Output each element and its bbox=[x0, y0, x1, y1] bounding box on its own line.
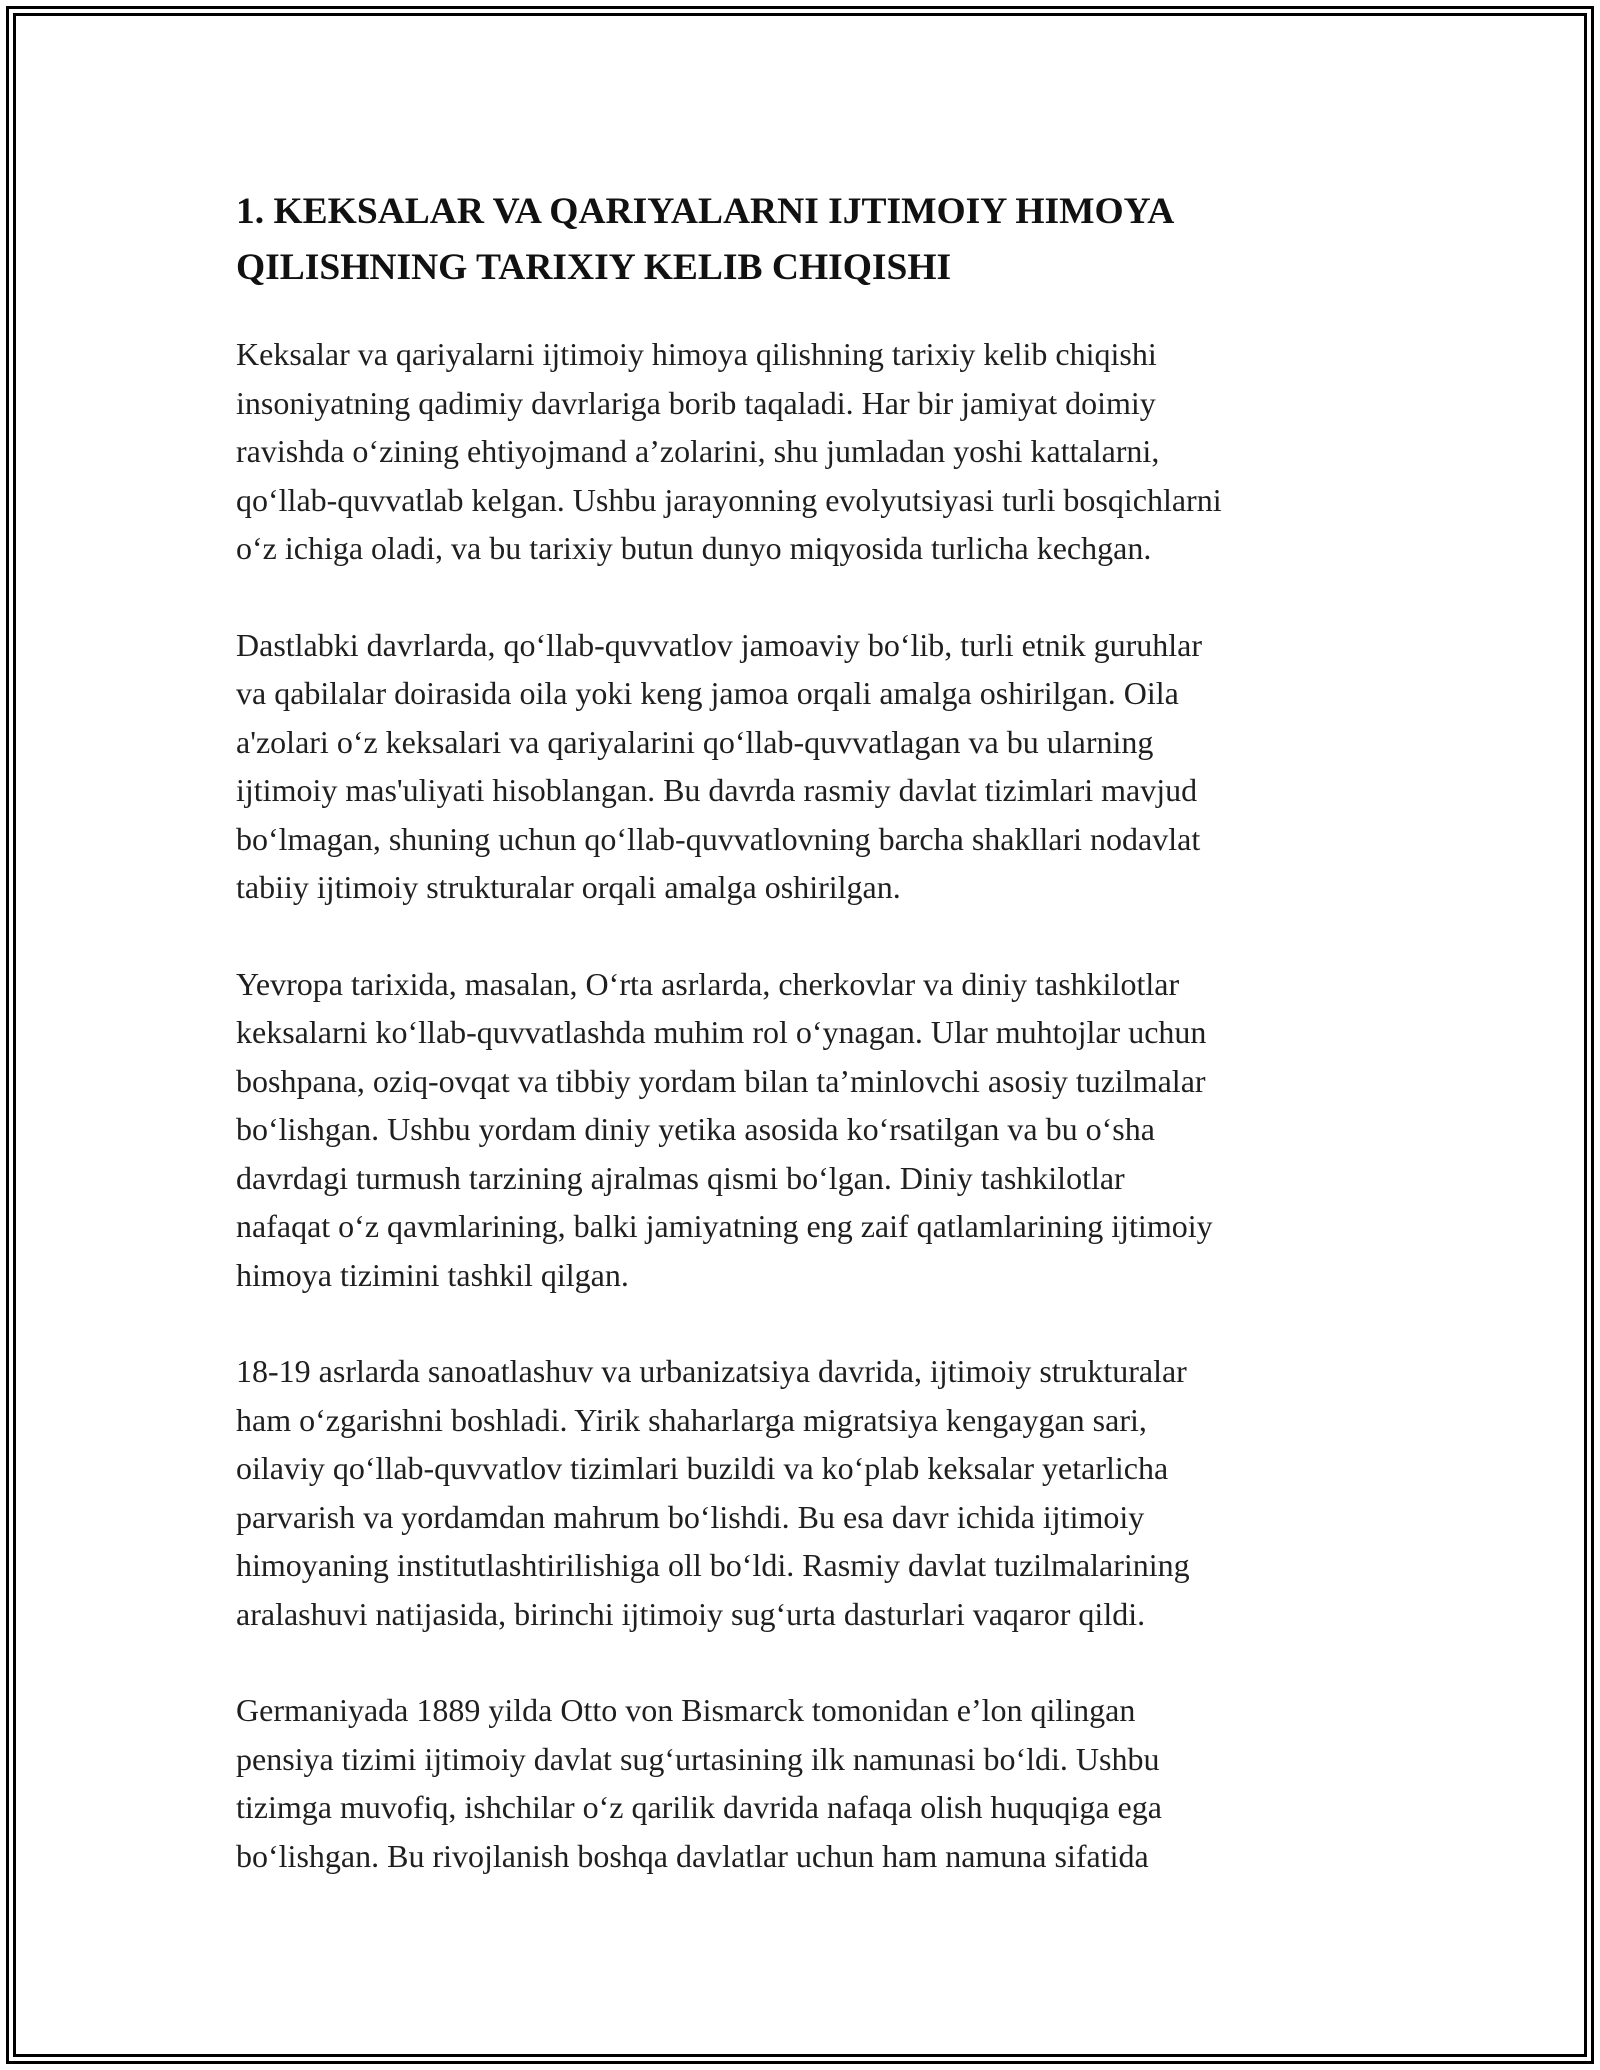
paragraph-4: 18-19 asrlarda sanoatlashuv va urbanizatsiya davrida, ijtimoiy strukturalar ham o‘zgarishni boshladi. Yirik shaharlarga migratsiya kengaygan sari, oilaviy qo‘llab-quvvatlov tizimlari buzildi va ko‘plab keksalar yetarlicha parvarish va yordamdan mahrum bo‘lishdi. Bu esa davr ichida ijtimoiy himoyaning institutlashtirilishiga oll bo‘ldi. Rasmiy davlat tuzilmalarining aralashuvi natijasida, birinchi ijtimoiy sug‘urta dasturlari vaqaror qildi. bbox=[236, 1353, 1190, 1632]
paragraph-1: Keksalar va qariyalarni ijtimoiy himoya qilishning tarixiy kelib chiqishi insoniyatning qadimiy davrlariga borib taqaladi. Har bir jamiyat doimiy ravishda o‘zining ehtiyojmand a’zolarini, shu jumladan yoshi kattalarni, qo‘llab-quvvatlab kelgan. Ushbu jarayonning evolyutsiyasi turli bosqichlarni o‘z ichiga oladi, va bu tarixiy butun dunyo miqyosida turlicha kechgan. bbox=[236, 336, 1222, 566]
document-body bbox=[236, 184, 1386, 1928]
paragraph-5: Germaniyada 1889 yilda Otto von Bismarck tomonidan e’lon qilingan pensiya tizimi ijtimoiy davlat sug‘urtasining ilk namunasi bo‘ldi. Ushbu tizimga muvofiq, ishchilar o‘z qarilik davrida nafaqa olish huquqiga ega bo‘lishgan. Bu rivojlanish boshqa davlatlar uchun ham namuna sifatida bbox=[236, 1692, 1162, 1874]
section-heading: 1. KEKSALAR VA QARIYALARNI IJTIMOIY HIMOYA QILISHNING TARIXIY KELIB CHIQISHI bbox=[236, 191, 1175, 288]
paragraph-3: Yevropa tarixida, masalan, O‘rta asrlarda, cherkovlar va diniy tashkilotlar keksalarni ko‘llab-quvvatlashda muhim rol o‘ynagan. Ular muhtojlar uchun boshpana, oziq-ovqat va tibbiy yordam bilan ta’minlovchi asosiy tuzilmalar bo‘lishgan. Ushbu yordam diniy yetika asosida ko‘rsatilgan va bu o‘sha davrdagi turmush tarzining ajralmas qismi bo‘lgan. Diniy tashkilotlar nafaqat o‘z qavmlarining, balki jamiyatning eng zaif qatlamlarining ijtimoiy himoya tizimini tashkil qilgan. bbox=[236, 965, 1213, 1293]
paragraph-2: Dastlabki davrlarda, qo‘llab-quvvatlov jamoaviy bo‘lib, turli etnik guruhlar va qabilalar doirasida oila yoki keng jamoa orqali amalga oshirilgan. Oila a'zolari o‘z keksalari va qariyalarini qo‘llab-quvvatlagan va bu ularning ijtimoiy mas'uliyati hisoblangan. Bu davrda rasmiy davlat tizimlari mavjud bo‘lmagan, shuning uchun qo‘llab-quvvatlovning barcha shakllari nodavlat tabiiy ijtimoiy strukturalar orqali amalga oshirilgan. bbox=[236, 626, 1202, 905]
